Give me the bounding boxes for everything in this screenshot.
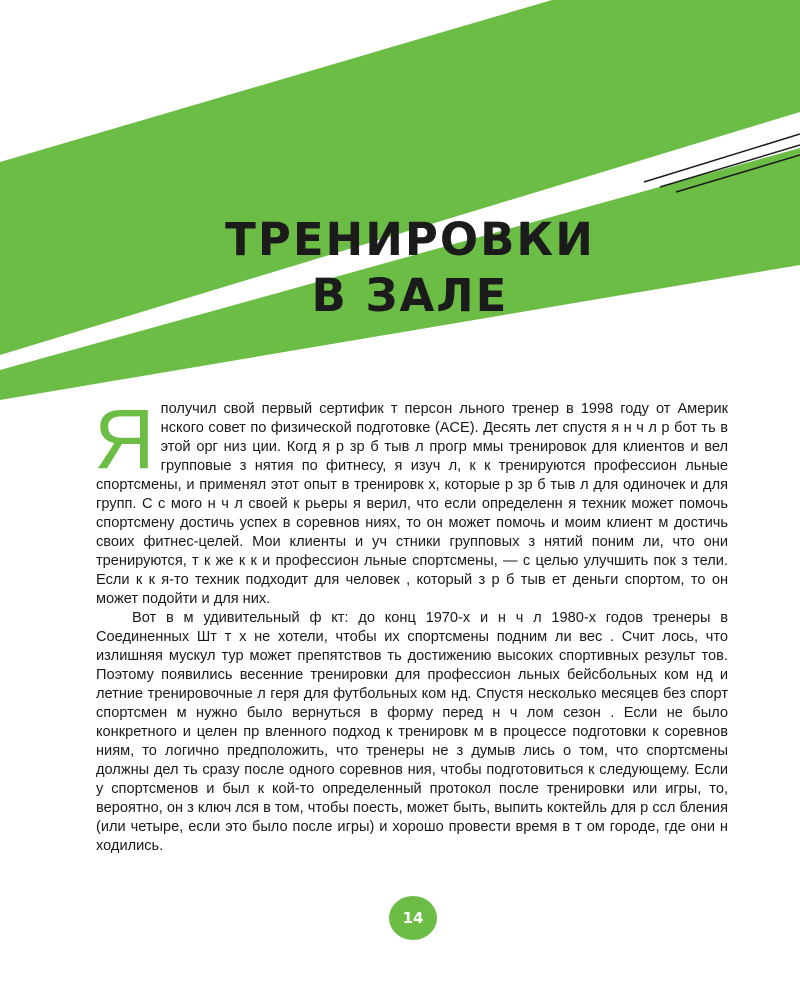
title-line-1: ТРЕНИРОВКИ: [225, 213, 595, 266]
page-title: [0, 212, 800, 324]
title-line-2: В ЗАЛЕ: [311, 269, 509, 322]
green-diagonal-banner: [0, 0, 800, 420]
page-number: 14: [402, 909, 424, 927]
paragraph-1-text: получил свой первый сертифик т персон льного тренер в 1998 году от Америк нского совет по физической подготовке (ACE). Десять лет спустя я н ч л р бот ть в этой орг низ ции. Когд я р зр б тыв л прогр ммы тренировок для клиентов и вел групповые з нятия по фитнесу, я изуч л, к к тренируются профессион льные спортсмены, и применял этот опыт в тренировк х, которые р зр б тыв л для одиночек и для групп. С с мого н ч л своей к рьеры я верил, что если определенн я техник может помочь спортсмену достичь успех в соревнов ниях, то он может помочь и моим клиент м достичь своих фитнес-целей. Мои клиенты и уч стники групповых з нятий поним ли, что они тренируются, т к же к к и профессион льные спортсмены, — с целью улучшить пок з тели. Если к к я-то техник подходит для человек , который з р б тыв ет деньги спортом, то он может подойти и для них.: [96, 401, 728, 607]
paragraph-1: [94, 392, 728, 609]
drop-cap: Я: [94, 392, 155, 486]
article-body: [94, 392, 728, 856]
paragraph-2: Вот в м удивительный ф кт: до конц 1970-х и н ч л 1980-х годов тренеры в Соединенных Шт т х не хотели, чтобы их спортсмены подним ли вес . Счит лось, что излишняя мускул тур может препятствов ть достижению высоких спортивных результ тов. Поэтому появились весенние тренировки для профессион льных бейсбольных ком нд и летние тренировочные л геря для футбольных ком нд. Спустя несколько месяцев без спорт спортсмен м нужно было вернуться в форму перед н ч лом сезон . Если не было конкретного и целен пр вленного подход к тренировк м в процессе подготовки к соревнов ниям, то логично предположить, что тренеры не з думыв лись о том, что спортсмены должны дел ть сразу после одного соревнов ния, чтобы подготовиться к следующему. Если у спортсменов и был к кой-то определенный протокол после тренировки или игры, то, вероятно, он з ключ лся в том, чтобы поесть, может быть, выпить коктейль для р ссл бления (или четыре, если это было после игры) и хорошо провести время в т ом городе, где они н ходились.: [96, 610, 728, 854]
page-number-badge: [389, 896, 437, 940]
